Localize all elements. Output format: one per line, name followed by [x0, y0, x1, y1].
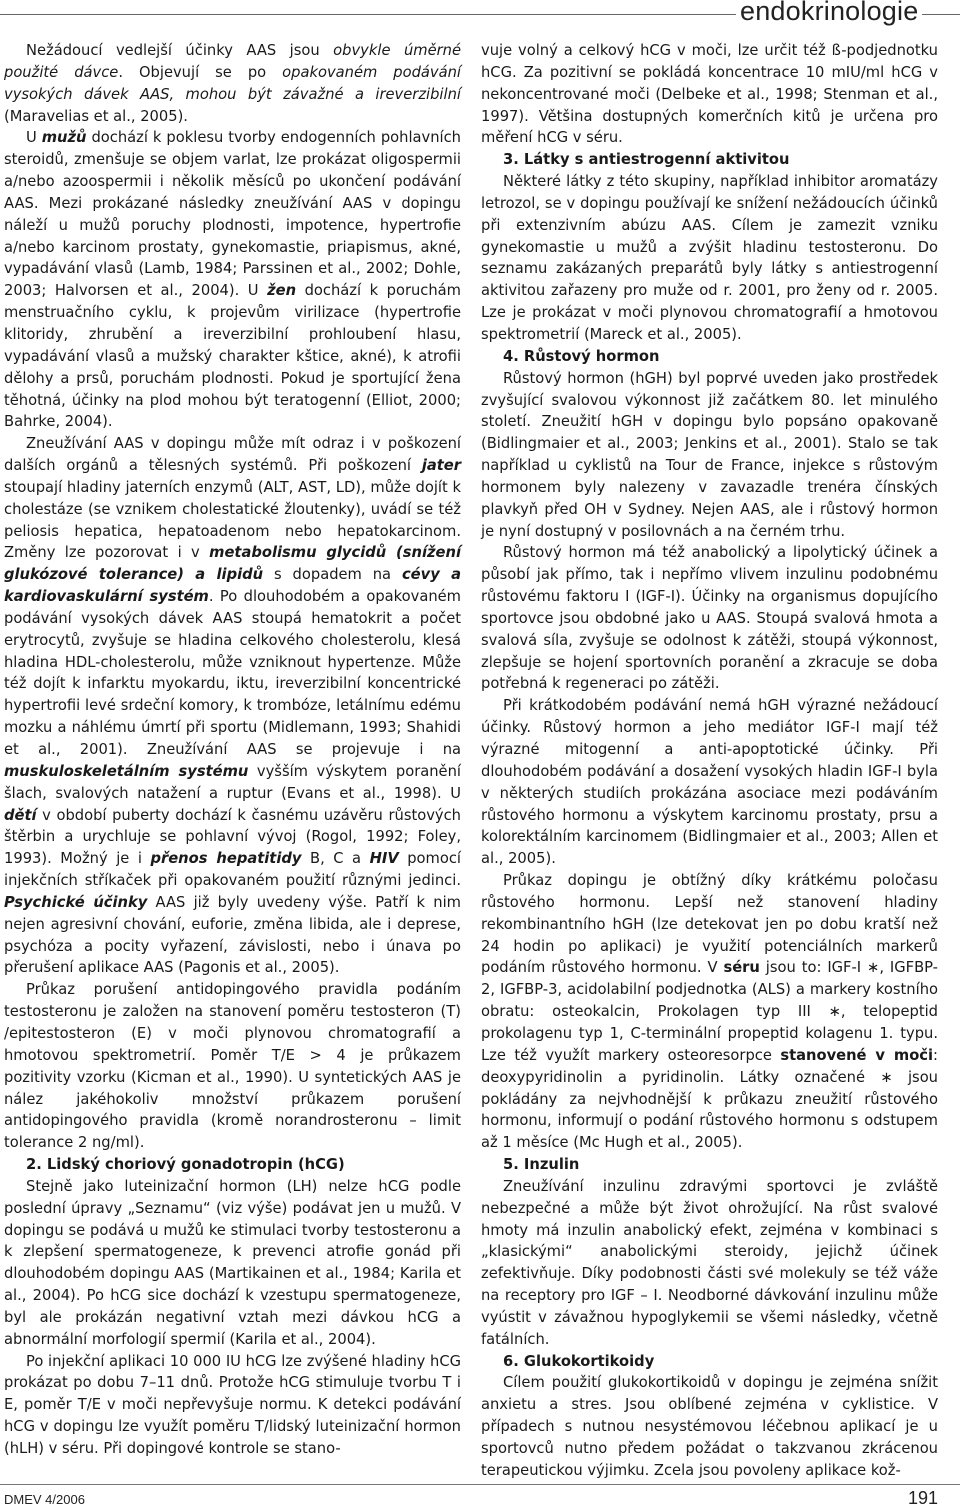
paragraph: Po injekční aplikaci 10 000 IU hCG lze zvýšené hladiny hCG prokázat po dobu 7–11 dnů. Protože hCG stimuluje tvorbu T i E, poměr T/E v moči nepřevyšuje normu. K detekci podávání hCG v dopingu lze využít poměru T/lidský luteinizační hormon (hLH) v séru. Při dopingové kontrole se stano-	[4, 1352, 461, 1457]
page-header	[0, 0, 960, 30]
paragraph: Růstový hormon má též anabolický a lipolytický účinek a působí jak přímo, tak i nepřímo vlivem inzulinu podobnému růstovému faktoru I (IGF-I). Účinky na organismus dopujícího sportovce jsou obdobné jako u AAS. Stoupá svalová hmota a svalová síla, zvyšuje se odolnost k zátěži, stoupá výkonnost, zlepšuje se hojení sportovních poranění a zkracuje se doba potřebná k regeneraci po zátěži.	[481, 544, 938, 693]
section-heading: 6. Glukokortikoidy	[503, 1352, 655, 1370]
paragraph: Nežádoucí vedlejší účinky AAS jsou obvykle úměrné použité dávce. Objevují se po opakovaném podávání vysokých dávek AAS, mohou být závažné a ireverzibilní (Maravelias et al., 2005).	[4, 42, 461, 125]
paragraph: Zneužívání inzulinu zdravými sportovci je zvláště nebezpečné a může být život ohrožující. Na růst svalové hmoty má inzulin anabolický efekt, zejména v kombinaci s „klasickými“ anabolickými steroidy, jejichž účinek zefektivňuje. Díky podobnosti části své molekuly se též váže na receptory pro IGF – I. Neodborné dávkování inzulinu může vyústit v závažnou hypoglykemii se všemi následky, včetně fatálních.	[481, 1177, 938, 1348]
page-number: 191	[907, 1488, 938, 1508]
left-column	[4, 40, 461, 1460]
paragraph: Růstový hormon (hGH) byl poprvé uveden jako prostředek zvyšující svalovou výkonnost již začátkem 80. let minulého století. Zneužití hGH v dopingu bylo popsáno opakovaně (Bidlingmaier et al., 2003; Jenkins et al., 2001). Stalo se tak například u cyklistů na Tour de France, injekce s růstovým hormonem byly nalezeny v zavazadle trenéra čínských plavkyň před OH v Sydney. Nejen AAS, ale i růstový hormon je nyní dostupný v posilovnách a na černém trhu.	[481, 369, 938, 540]
section-heading: 3. Látky s antiestrogenní aktivitou	[503, 151, 790, 169]
paragraph: Cílem použití glukokortikoidů v dopingu je zejména snížit anxietu a stres. Jsou oblíbené zejména v cyklistice. V případech s nutnou nesystémovou léčebnou aplikací je u sportovců nutno předem požádat o takzvanou zkrácenou terapeutickou výjimku. Zcela jsou povoleny aplikace kož-	[481, 1374, 938, 1479]
paragraph: Průkaz dopingu je obtížný díky krátkému poločasu růstového hormonu. Lepší než stanovení hladiny rekombinantního hGH (lze detekovat jen po dobu kratší než 24 hodin po aplikaci) je využití potenciálních markerů podáním růstového hormonu. V séru jsou to: IGF-I ∗, IGFBP-2, IGFBP-3, acidolabilní podjednotka (ALS) a markery kostního obratu: osteokalcin, Prokolagen typ III ∗, telopeptid prokolagenu typ 1, C-terminální propeptid kolagenu 1. typu. Lze též využít markery osteoresorpce stanovené v moči: deoxypyridinolin a pyridinolin. Látky označené ∗ jsou pokládány za nejvhodnější k průkazu zneužití růstového hormonu, informují o podání růstového hormonu s odstupem až 1 měsíce (Mc Hugh et al., 2005).	[481, 872, 938, 1152]
right-column	[481, 40, 938, 1482]
paragraph: Některé látky z této skupiny, například inhibitor aromatázy letrozol, se v dopingu používají ke snížení nežádoucích účinků při extenzivním abúzu AAS. Cílem je zamezit vzniku gynekomastie u mužů a zvýšit hladinu testosteronu. Do seznamu zakázaných preparátů byly látky s antiestrogenní aktivitou zařazeny pro muže od r. 2001, pro ženy od r. 2005. Lze je prokázat v moči plynovou chromatografií a hmotovou spektrometrií (Mareck et al., 2005).	[481, 173, 938, 343]
section-heading: 2. Lidský choriový gonadotropin (hCG)	[26, 1156, 345, 1174]
paragraph: Při krátkodobém podávání nemá hGH výrazné nežádoucí účinky. Růstový hormon a jeho mediátor IGF-I mají též výrazné mitogenní a anti-apoptotické účinky. Při dlouhodobém podávání a dosažení vysokých hladin IGF-I byla v některých studiích prokázána asociace mezi podáváním růstového hormonu a výskytem karcinomu prostaty, prsu a kolorektálním karcinomem (Bidlingmaier et al., 2003; Allen et al., 2005).	[481, 697, 938, 868]
paragraph: Stejně jako luteinizační hormon (LH) nelze hCG podle poslední úpravy „Seznamu“ (viz výše) podávat jen u mužů. V dopingu se podává u mužů ke stimulaci tvorby testosteronu a k zlepšení spermatogeneze, k prevenci atrofie gonád při dlouhodobém dopingu AAS (Martikainen et al., 1984; Karila et al., 2004). Po hCG sice dochází k vzestupu spermatogeneze, byl ale prokázán negativní vztah mezi dávkou hCG a abnormální morfologií spermií (Karila et al., 2004).	[4, 1177, 461, 1348]
header-rule-left	[0, 14, 736, 15]
section-heading: 4. Růstový hormon	[503, 347, 660, 365]
footer-rule	[0, 1484, 960, 1485]
paragraph: vuje volný a celkový hCG v moči, lze určit též ß-podjednotku hCG. Za pozitivní se pokládá koncentrace 10 mIU/ml hCG v nekoncentrované moči (Delbeke et al., 1998; Stenman et al., 1997). Většina dostupných komerčních kitů je určena pro měření hCG v séru.	[481, 42, 938, 147]
section-title: endokrinologie	[740, 0, 919, 26]
section-heading: 5. Inzulin	[503, 1156, 580, 1174]
header-rule-right	[922, 14, 960, 15]
paragraph: U mužů dochází k poklesu tvorby endogenních pohlavních steroidů, zmenšuje se objem varlat, lze prokázat oligospermii a/nebo azoospermii i několik měsíců po ukončení podávání AAS. Mezi prokázané následky zneužívání AAS v dopingu náleží u mužů poruchy plodnosti, impotence, hypertrofie a/nebo karcinom prostaty, gynekomastie, priapismus, akné, vypadávání vlasů (Lamb, 1984; Parssinen et al., 2002; Dohle, 2003; Halvorsen et al., 2004). U žen dochází k poruchám menstruačního cyklu, k projevům virilizace (hypertrofie klitoridy, zhrubění a ireverzibilní prohloubení hlasu, vypadávání vlasů a mužský charakter kštice, akné), k atrofii dělohy a prsů, poruchám plodnosti. Pokud je sportující žena těhotná, účinky na plod mohou být teratogenní (Elliot, 2000; Bahrke, 2004).	[4, 129, 461, 431]
paragraph: Průkaz porušení antidopingového pravidla podáním testosteronu je založen na stanovení poměru testosteron (T) /epitestosteron (E) v moči plynovou chromatografií a hmotovou spektrometrií. Poměr T/E > 4 je průkazem pozitivity vzorku (Kicman et al., 1990). U syntetických AAS je nález jakéhokoliv množství průkazem porušení antidopingového pravidla (kromě norandrosteronu – limit tolerance 2 ng/ml).	[4, 981, 461, 1152]
paragraph: Zneužívání AAS v dopingu může mít odraz i v poškození dalších orgánů a tělesných systémů. Při poškození jater stoupají hladiny jaterních enzymů (ALT, AST, LD), může dojít k cholestáze (se vznikem cholestatické žloutenky), uvádí se též peliosis hepatica, hepatoadenom nebo hepatokarcinom. Změny lze pozorovat i v metabolismu glycidů (snížení glukózové tolerance) a lipidů s dopadem na cévy a kardiovaskulární systém. Po dlouhodobém a opakovaném podávání vysokých dávek AAS stoupá hematokrit a počet erytrocytů, zvyšuje se hladina celkového cholesterolu, klesá hladina HDL-cholesterolu, může vzniknout hypertenze. Může též dojít k infarktu myokardu, iktu, ireverzibilní koncentrické hypertrofii levé srdeční komory, k trombóze, letálnímu edému mozku a náhlému úmrtí při sportu (Midlemann, 1993; Shahidi et al., 2001). Zneužívání AAS se projevuje i na muskuloskeletálním systému vyšším výskytem poranění šlach, svalových natažení a ruptur (Evans et al., 1998). U dětí v období puberty dochází k časnému uzávěru růstových štěrbin a urychluje se pohlavní vývoj (Rogol, 1992; Foley, 1993). Možný je i přenos hepatitidy B, C a HIV pomocí injekčních stříkaček při opakovaném použití různými jedinci. Psychické účinky AAS již byly uvedeny výše. Patří k nim nejen agresivní chování, euforie, změna libida, ale i deprese, psychóza a pocity vyřazení, závislosti, nebo i únava po přerušení aplikace AAS (Pagonis et al., 2005).	[4, 435, 462, 977]
journal-issue: DMEV 4/2006	[4, 1492, 85, 1507]
